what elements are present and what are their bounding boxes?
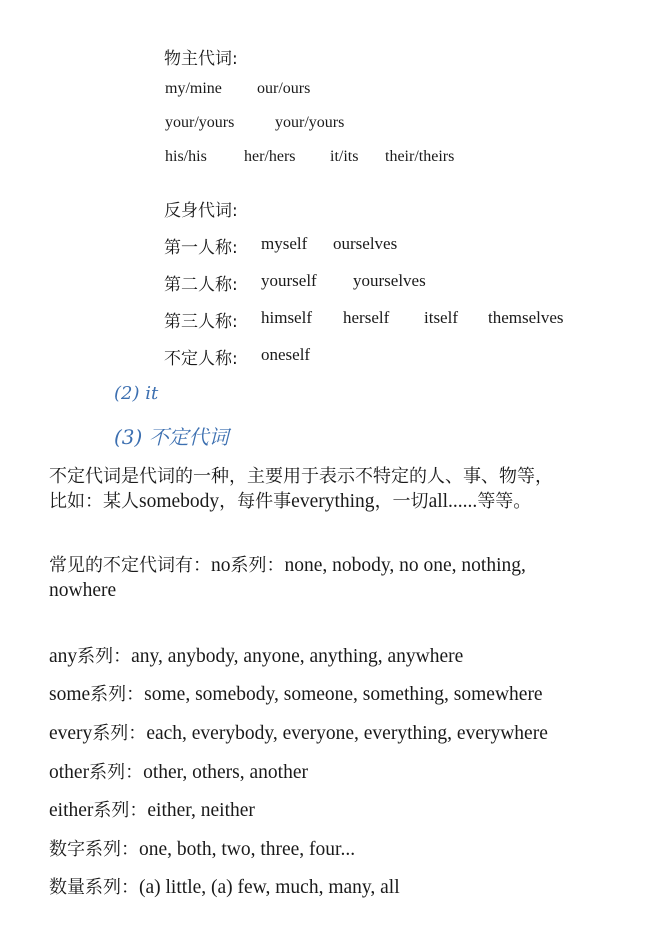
intro-word-everything: everything [291,491,375,512]
intro-line-2-mid2: ，一切 [374,491,429,512]
possessive-row-2-item-2: your/yours [275,114,345,131]
series-row-every [49,719,548,745]
intro-word-somebody: somebody [139,491,220,512]
indefinite-intro [49,464,639,514]
series-prefix: every [49,723,93,744]
reflexive-heading: 反身代词: [164,201,238,221]
series-words: each, everybody, everyone, everything, everywhere [146,723,548,744]
series-label: 系列： [90,684,145,705]
series-prefix: any [49,646,78,667]
reflexive-indefinite-word-1: oneself [261,345,311,364]
possessive-row-1-item-1: my/mine [165,80,222,97]
possessive-heading: 物主代词: [164,49,238,69]
no-series-words-line-2: nowhere [49,580,117,601]
possessive-row-2-item-1: your/yours [165,114,235,131]
series-row-either [49,796,255,822]
reflexive-label-third: 第三人称: [164,312,238,332]
no-series-words-line-1: none, nobody, no one, nothing, [284,555,526,576]
no-prefix: no [211,555,231,576]
series-prefix: other [49,762,90,783]
reflexive-first-word-1: myself [261,234,308,253]
possessive-row-3-item-3: it/its [330,148,359,165]
reflexive-third-word-2: herself [343,308,390,327]
intro-word-all: all...... [428,491,478,512]
possessive-row-3-item-4: their/theirs [385,148,455,165]
intro-line-2-prefix: 比如：某人 [49,491,139,512]
series-words: one, both, two, three, four... [139,839,356,860]
common-indefinite-block [49,553,639,603]
handwritten-item-3: (3) 不定代词 [114,425,229,449]
series-label: 系列： [77,646,132,667]
series-label: 系列： [89,762,144,783]
series-row-some [49,680,543,706]
reflexive-second-word-2: yourselves [353,271,426,290]
series-label: 系列： [92,723,147,744]
series-words: some, somebody, someone, something, somewhere [144,684,543,705]
series-prefix: either [49,800,94,821]
reflexive-first-word-2: ourselves [333,234,398,253]
handwritten-item-2: (2) it [114,383,159,404]
possessive-row-1-item-2: our/ours [257,80,311,97]
series-label: 数字系列： [49,839,139,860]
series-row-quantity [49,873,400,899]
series-words: other, others, another [143,762,308,783]
series-row-number [49,835,355,861]
series-row-other [49,758,308,784]
series-words: any, anybody, anyone, anything, anywhere [131,646,464,667]
reflexive-third-word-1: himself [261,308,312,327]
series-words: either, neither [147,800,255,821]
series-prefix: some [49,684,91,705]
intro-line-1: 不定代词是代词的一种，主要用于表示不特定的人、事、物等， [49,466,553,487]
series-row-any [49,642,463,668]
series-label: 数量系列： [49,877,139,898]
no-series-label: 系列： [230,555,285,576]
series-label: 系列： [93,800,148,821]
reflexive-third-word-3: itself [424,308,458,327]
possessive-row-3-item-1: his/his [165,148,207,165]
reflexive-second-word-1: yourself [261,271,317,290]
intro-line-2-mid: ，每件事 [219,491,292,512]
intro-line-2-suffix: 等等。 [477,491,532,512]
reflexive-label-second: 第二人称: [164,275,238,295]
reflexive-label-first: 第一人称: [164,238,238,258]
reflexive-label-indefinite: 不定人称: [164,349,238,369]
common-label: 常见的不定代词有： [49,555,211,576]
reflexive-third-word-4: themselves [488,308,564,327]
possessive-row-3-item-2: her/hers [244,148,296,165]
series-words: (a) little, (a) few, much, many, all [139,877,400,898]
